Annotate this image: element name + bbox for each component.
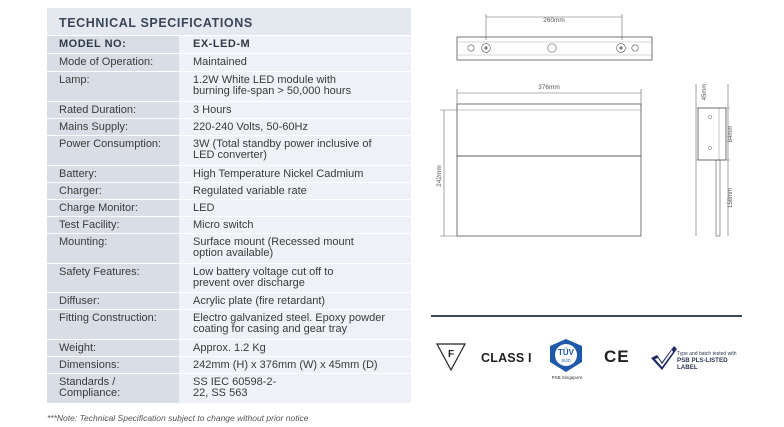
spec-row: [47, 339, 411, 356]
spec-row: [47, 118, 411, 135]
side-bottom-label: 158mm: [728, 187, 734, 209]
spec-label: Charger:: [47, 183, 179, 199]
front-view-drawing: [432, 76, 650, 244]
spec-row: [47, 292, 411, 309]
model-value: EX-LED-M: [179, 36, 411, 53]
spec-label: Mode of Operation:: [47, 54, 179, 71]
psb-line1: Type and batch tested with: [677, 351, 737, 357]
spec-value: Low battery voltage cut off to prevent over discharge: [179, 264, 411, 292]
spec-label: Fitting Construction:: [47, 310, 179, 339]
front-width-label: 376mm: [538, 84, 560, 91]
top-width-label: 260mm: [543, 17, 565, 24]
spec-label: Dimensions:: [47, 357, 179, 373]
side-housing: [698, 108, 726, 160]
ce-mark: CE: [604, 347, 630, 366]
spec-label: Test Facility:: [47, 217, 179, 233]
spec-label: Power Consumption:: [47, 136, 179, 165]
spec-value: High Temperature Nickel Cadmium: [179, 166, 411, 182]
side-depth-label: 45mm: [702, 83, 708, 101]
fire-retardant-icon: [436, 342, 466, 372]
spec-label: Lamp:: [47, 72, 179, 101]
spec-value: SS IEC 60598-2-22, SS 563: [179, 374, 411, 403]
spec-value: Electro galvanized steel. Epoxy powder coating for casing and gear tray: [179, 310, 411, 339]
fixture-housing: [457, 104, 641, 156]
mount-hole-center: [619, 46, 622, 49]
side-screw: [708, 115, 711, 118]
spec-row: [47, 199, 411, 216]
spec-label: Diffuser:: [47, 293, 179, 309]
spec-value: Regulated variable rate: [179, 183, 411, 199]
cert-divider: [431, 315, 742, 317]
spec-row: [47, 233, 411, 263]
spec-row: [47, 182, 411, 199]
spec-row: [47, 101, 411, 118]
spec-title: TECHNICAL SPECIFICATIONS: [47, 8, 411, 35]
side-top-label: 84mm: [728, 125, 734, 143]
spec-value: 3W (Total standby power inclusive of LED converter): [179, 136, 411, 165]
tuv-text: TÜV: [558, 348, 574, 357]
spec-label: Safety Features:: [47, 264, 179, 292]
psb-line2: PSB PLS-LISTED LABEL: [677, 357, 728, 371]
spec-row: [47, 71, 411, 101]
class-label: CLASS I: [481, 351, 532, 365]
mount-hole-center: [484, 46, 487, 49]
spec-value: 1.2W White LED module with burning life-span > 50,000 hours: [179, 72, 411, 101]
spec-value: 242mm (H) x 376mm (W) x 45mm (D): [179, 357, 411, 373]
diffuser-panel: [457, 156, 641, 236]
model-row: [47, 35, 411, 53]
spec-label: Weight:: [47, 340, 179, 356]
front-height-label: 242mm: [436, 165, 443, 187]
spec-value: 3 Hours: [179, 102, 411, 118]
mount-hole: [468, 45, 474, 51]
spec-value: Surface mount (Recessed mount option available): [179, 234, 411, 263]
mount-hole: [548, 44, 556, 52]
spec-label: Battery:: [47, 166, 179, 182]
footnote: ***Note: Technical Specification subject to change without prior notice: [47, 413, 309, 423]
spec-label: Charge Monitor:: [47, 200, 179, 216]
fire-mark-letter: F: [447, 349, 455, 360]
spec-row: [47, 309, 411, 339]
spec-row: [47, 165, 411, 182]
side-screw: [708, 146, 711, 149]
spec-label: Mounting:: [47, 234, 179, 263]
spec-row: [47, 216, 411, 233]
spec-value: Approx. 1.2 Kg: [179, 340, 411, 356]
model-label: MODEL NO:: [47, 36, 179, 53]
top-view-drawing: [450, 10, 660, 70]
spec-row: [47, 53, 411, 71]
spec-value: Maintained: [179, 54, 411, 71]
spec-table: [47, 8, 411, 408]
tuv-logo: [547, 338, 585, 374]
side-view-drawing: [690, 72, 750, 242]
spec-row: [47, 373, 411, 403]
psb-check-icon: [650, 345, 678, 371]
psb-label: [677, 351, 747, 371]
tuv-caption: PSB Singapore: [551, 375, 583, 380]
spec-row: [47, 263, 411, 292]
spec-row: [47, 356, 411, 373]
spec-row: [47, 135, 411, 165]
side-diffuser: [716, 160, 720, 236]
checkmark-icon: [651, 346, 677, 370]
spec-value: LED: [179, 200, 411, 216]
spec-value: Micro switch: [179, 217, 411, 233]
spec-label: Mains Supply:: [47, 119, 179, 135]
spec-label: Standards / Compliance:: [47, 374, 179, 403]
tuv-sub: SÜD: [561, 358, 571, 363]
spec-value: Acrylic plate (fire retardant): [179, 293, 411, 309]
mount-hole: [632, 45, 638, 51]
spec-label: Rated Duration:: [47, 102, 179, 118]
spec-value: 220-240 Volts, 50-60Hz: [179, 119, 411, 135]
